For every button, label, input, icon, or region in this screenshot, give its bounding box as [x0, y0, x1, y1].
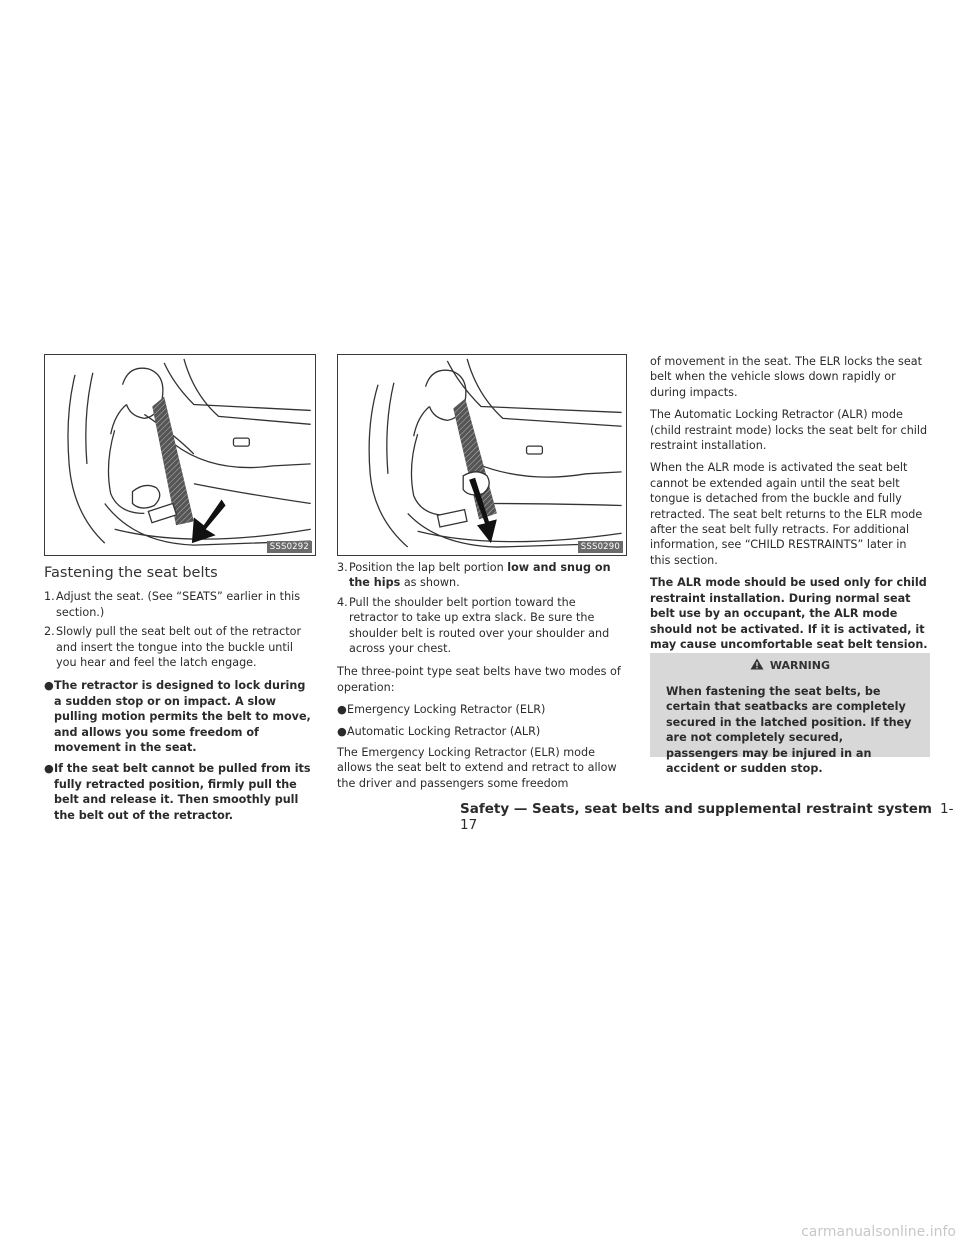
- elr-paragraph-start: The Emergency Locking Retractor (ELR) mode allows the seat belt to extend and retract to allow the driver and passengers some freedom: [337, 746, 617, 790]
- section-title: Fastening the seat belts: [44, 565, 218, 581]
- step-number: 1.: [44, 590, 55, 604]
- alr-activated-paragraph: When the ALR mode is activated the seat belt cannot be extended again until the seat belt tongue is detached from the buckle and fully retracted. The seat belt returns to the ELR mode after the seat belt fully retracts. For additional information, see “CHILD RESTRAINTS” later in this section.: [650, 461, 923, 567]
- alr-bold-paragraph: The ALR mode should be used only for child restraint installation. During normal seat belt use by an occupant, the ALR mode should not be activated. If it is activated, it may cause uncomfortable seat belt tension.: [650, 576, 928, 651]
- mode-item: [337, 724, 627, 739]
- column-middle: [337, 560, 627, 798]
- step-text-post: as shown.: [400, 576, 460, 590]
- step-item: [44, 624, 316, 670]
- bullet-item: [44, 678, 316, 755]
- warning-box: [650, 653, 930, 776]
- illustration-lap-belt-position: [337, 354, 627, 556]
- modes-intro: The three-point type seat belts have two modes of operation:: [337, 665, 621, 694]
- column-right: [650, 354, 930, 659]
- bullet-text: If the seat belt cannot be pulled from its fully retracted position, firmly pull the belt and release it. Then smoothly pull the belt out of the retractor.: [54, 762, 311, 822]
- elr-paragraph-end: of movement in the seat. The ELR locks the seat belt when the vehicle slows down rapidly or during impacts.: [650, 355, 922, 399]
- bullet-icon: ●: [337, 703, 347, 717]
- mode-text: Automatic Locking Retractor (ALR): [347, 724, 541, 738]
- step-number: 2.: [44, 625, 55, 639]
- page-footer: [460, 801, 960, 833]
- bullet-icon: ●: [337, 724, 347, 738]
- mode-text: Emergency Locking Retractor (ELR): [347, 703, 546, 717]
- footer-section-title: Safety — Seats, seat belts and supplemental restraint system: [460, 801, 932, 817]
- watermark: carmanualsonline.info: [801, 1224, 956, 1240]
- lap-belt-drawing: [338, 355, 626, 555]
- step-item: [44, 589, 316, 620]
- step-text: Adjust the seat. (See “SEATS” earlier in this section.): [56, 590, 301, 619]
- seat-belt-buckle-drawing: [45, 355, 315, 555]
- step-text: Pull the shoulder belt portion toward the retractor to take up extra slack. Be sure the shoulder belt is routed over your shoulder and across your chest.: [349, 595, 610, 656]
- bullet-text: The retractor is designed to lock during a sudden stop or on impact. A slow pulling motion permits the belt to move, and allows you some freedom of movement in the seat.: [54, 679, 311, 755]
- mode-item: [337, 702, 627, 717]
- bullet-item: [44, 761, 316, 823]
- warning-header: [666, 658, 914, 672]
- step-item: [337, 595, 627, 657]
- page-number: 1-17: [460, 801, 954, 833]
- figure-code-label: SSS0290: [578, 541, 623, 553]
- step-item: [337, 560, 627, 591]
- step-number: 3.: [337, 561, 348, 574]
- bullet-icon: ●: [44, 679, 54, 693]
- column-left: [44, 566, 316, 829]
- bullet-icon: ●: [44, 762, 54, 776]
- alr-paragraph: The Automatic Locking Retractor (ALR) mode (child restraint mode) locks the seat belt for child restraint installation.: [650, 408, 928, 453]
- step-text-bold: low and snug on the hips: [349, 561, 611, 590]
- illustration-seat-belt-insert: [44, 354, 316, 556]
- step-text-pre: Position the lap belt portion: [349, 561, 508, 574]
- step-number: 4.: [337, 595, 348, 609]
- warning-text: When fastening the seat belts, be certain that seatbacks are completely secured in the latched position. If they are not completely secured, passengers may be injured in an accident or sudden stop.: [666, 685, 912, 776]
- warning-triangle-icon: [750, 658, 764, 670]
- figure-code-label: SSS0292: [267, 541, 312, 553]
- warning-title: WARNING: [769, 659, 830, 672]
- step-text: Slowly pull the seat belt out of the retractor and insert the tongue into the buckle until you hear and feel the latch engage.: [56, 625, 302, 670]
